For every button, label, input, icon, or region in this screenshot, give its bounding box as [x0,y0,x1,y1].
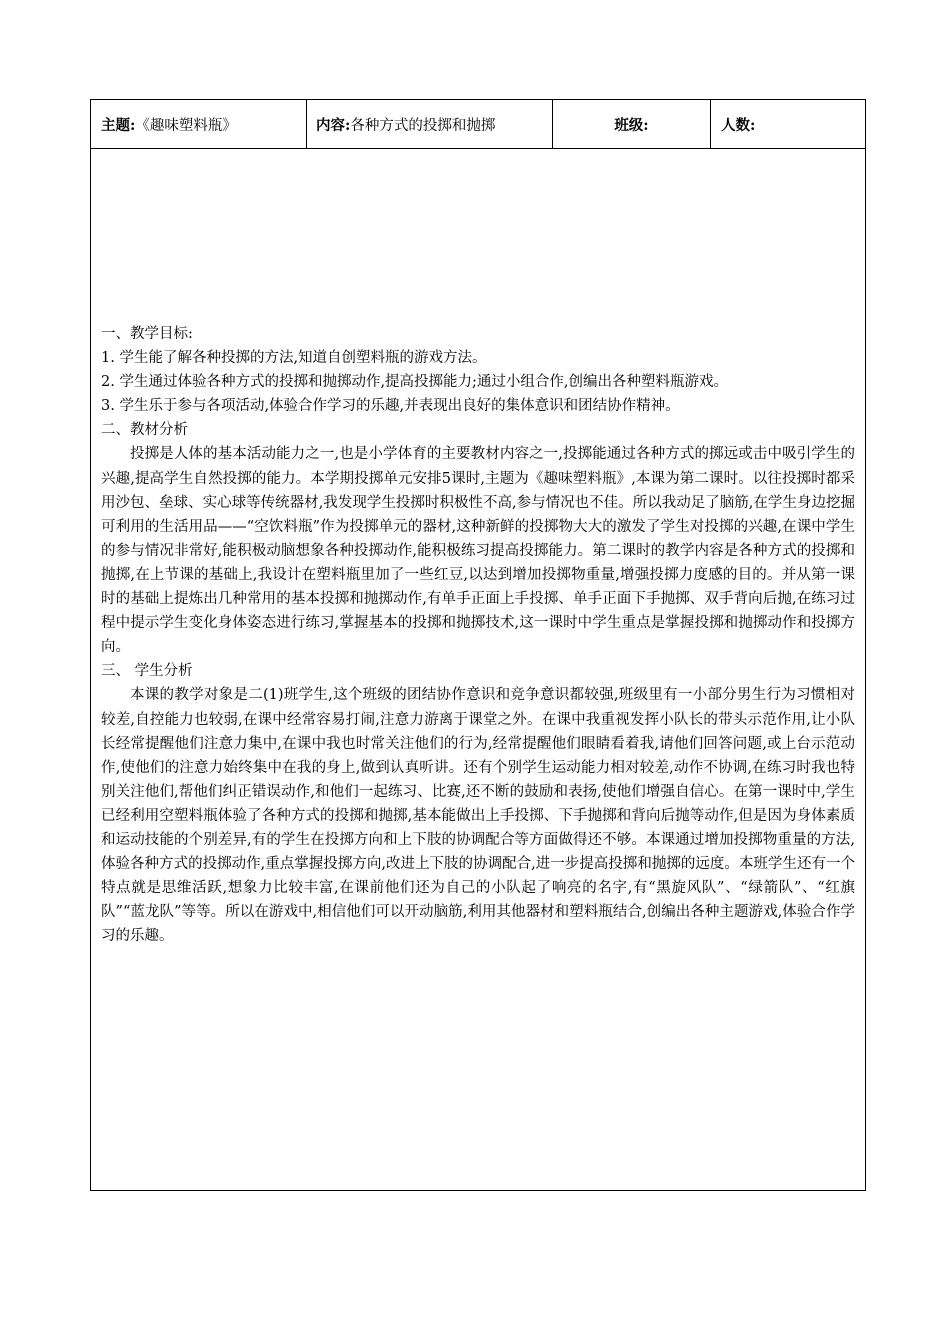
count-cell [710,100,865,148]
material-paragraph: 投掷是人体的基本活动能力之一,也是小学体育的主要教材内容之一,投掷能通过各种方式的掷远或击中吸引学生的兴趣,提高学生自然投掷的能力。本学期投掷单元安排5课时,主题为《趣味塑料瓶》,本课为第二课时。以往投掷时都采用沙包、垒球、实心球等传统器材,我发现学生投掷时积极性不高,参与情况也不佳。所以我动足了脑筋,在学生身边挖掘可利用的生活用品——“空饮料瓶”作为投掷单元的器材,这种新鲜的投掷物大大的激发了学生对投掷的兴趣,在课中学生的参与情况非常好,能积极动脑想象各种投掷动作,能积极练习提高投掷能力。第二课时的教学内容是各种方式的投掷和抛掷,在上节课的基础上,我设计在塑料瓶里加了一些红豆,以达到增加投掷物重量,增强投掷力度感的目的。并从第一课时的基础上提炼出几种常用的基本投掷和抛掷动作,有单手正面上手投掷、单手正面下手抛掷、双手背向后抛,在练习过程中提示学生变化身体姿态进行练习,掌握基本的投掷和抛掷技术,这一课时中学生重点是掌握投掷和抛掷动作和投掷方向。 [101,446,855,656]
student-paragraph: 本课的教学对象是二(1)班学生,这个班级的团结协作意识和竞争意识都较强,班级里有一小部分男生行为习惯相对较差,自控能力也较弱,在课中经常容易打闹,注意力游离于课堂之外。在课中我重视发挥小队长的带头示范作用,让小队长经常提醒他们注意力集中,在课中我也时常关注他们的行为,经常提醒他们眼睛看着我,请他们回答问题,或上台示范动作,使他们的注意力始终集中在我的身上,做到认真听讲。还有个别学生运动能力相对较差,动作不协调,在练习时我也特别关注他们,帮他们纠正错误动作,和他们一起练习、比赛,还不断的鼓励和表扬,使他们增强自信心。在第一课时中,学生已经利用空塑料瓶体验了各种方式的投掷和抛掷,基本能做出上手投掷、下手抛掷和背向后抛等动作,但是因为身体素质和运动技能的个别差异,有的学生在投掷方向和上下肢的协调配合等方面做得还不够。本课通过增加投掷物重量的方法,体验各种方式的投掷动作,重点掌握投掷方向,改进上下肢的协调配合,进一步提高投掷和抛掷的远度。本班学生还有一个特点就是思维活跃,想象力比较丰富,在课前他们还为自己的小队起了响亮的名字,有“黑旋风队”、“绿箭队”、“红旗队”“蓝龙队”等等。所以在游戏中,相信他们可以开动脑筋,利用其他器材和塑料瓶结合,创编出各种主题游戏,体验合作学习的乐趣。 [101,687,855,945]
content-cell [306,100,552,148]
count-label: 人数: [721,116,756,134]
class-label: 班级: [614,116,649,134]
theme-value: 《趣味塑料瓶》 [135,117,237,134]
content-value: 各种方式的投掷和抛掷 [350,117,496,134]
lesson-body [91,149,865,948]
student-heading: 三、 学生分析 [101,663,193,680]
content-label: 内容: [316,116,351,134]
goal-item: 2. 学生通过体验各种方式的投掷和抛掷动作,提高投掷能力;通过小组合作,创编出各种塑料瓶游戏。 [101,374,729,391]
theme-label: 主题: [101,116,136,134]
material-heading: 二、教材分析 [101,422,188,439]
theme-cell [91,100,306,148]
goal-item: 1. 学生能了解各种投掷的方法,知道自创塑料瓶的游戏方法。 [101,350,487,367]
table-header-row [91,100,865,149]
goals-heading: 一、教学目标: [101,326,193,342]
lesson-plan-table [90,99,866,1191]
class-cell [552,100,710,148]
goal-item: 3. 学生乐于参与各项活动,体验合作学习的乐趣,并表现出良好的集体意识和团结协作精神。 [101,398,680,415]
